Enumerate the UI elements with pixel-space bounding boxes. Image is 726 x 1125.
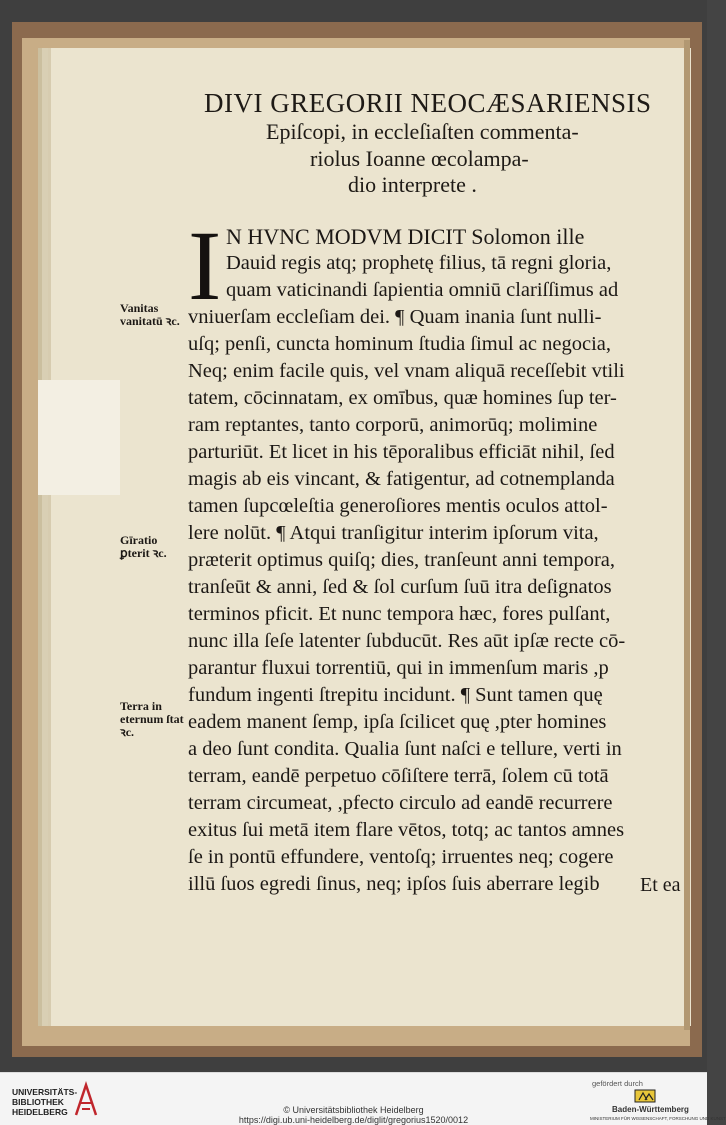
text-line: tranſeūt & anni, ſed & ſol curſum ſuū itra deſignatos (188, 576, 612, 598)
text-line: quam vaticinandi ſapientia omniū clariſſimus ad (226, 279, 619, 301)
text-line: illū ſuos egredi ſinus, neq; ipſos ſuis aberrare legib (188, 873, 600, 895)
text-line: magis ab eis vincant, & fatigentur, ad cotnemplanda (188, 468, 615, 490)
viewer-footer (0, 1072, 726, 1125)
text-line: exitus ſui metā item flare vētos, totq; ac tantos amnes (188, 819, 625, 841)
text-line: Dauid regis atq; prophetę filius, tā regni gloria, (226, 252, 612, 274)
funder-name: Baden-Württemberg (612, 1105, 689, 1114)
page-edge (684, 40, 690, 1030)
text-line: tatem, cōcinnatam, ex omībus, quæ homines ſup ter- (188, 387, 617, 409)
permalink[interactable]: https://digi.ub.uni-heidelberg.de/diglit/gregorius1520/0012 (238, 1115, 469, 1125)
logo-line: BIBLIOTHEK (12, 1097, 64, 1107)
text-line: tamen ſupcœleſtia generoſiores mentis oculos attol- (188, 495, 608, 517)
state-crest-icon (633, 1088, 657, 1104)
logo-line: HEIDELBERG (12, 1107, 68, 1117)
text-line: præterit optimus quiſq; dies, tranſeunt anni tempora, (188, 549, 616, 571)
catchword: Et ea (640, 874, 681, 896)
title-line-4: dio interprete . (348, 172, 477, 197)
marginal-note: Terra in eternum ſtat ꝛc. (120, 699, 184, 739)
text-line: ſe in pontū effundere, ventoſq; irruentes neq; cogere (188, 846, 614, 868)
title-line-3: riolus Ioanne œcolampa- (310, 146, 529, 171)
drop-capital: I (188, 210, 222, 321)
marginal-note: Gīratio ꝑterit ꝛc. (120, 533, 167, 560)
title-line-1: DIVI GREGORII NEOCÆSARIENSIS (204, 88, 652, 118)
text-line: ram reptantes, tanto corporū, animorūq; molimine (188, 414, 598, 436)
logo-line: UNIVERSITÄTS- (12, 1087, 78, 1097)
text-line: parantur fluxui torrentiū, qui in immenſum maris ,p (188, 657, 609, 679)
text-line: vniuerſam eccleſiam dei. ¶ Quam inania ſunt nulli- (188, 306, 602, 328)
text-line: parturiūt. Et licet in his tēporalibus efficiāt nihil, ſed (188, 441, 615, 463)
text-line: terram, eandē perpetuo cōſiſtere terrā, ſolem cū totā (188, 765, 609, 787)
funded-by-label: gefördert durch (592, 1079, 643, 1088)
paper-strip (38, 380, 120, 495)
text-line: terminos pficit. Et nunc tempora hæc, fores pulſant, (188, 603, 611, 625)
text-line: uſq; penſi, cuncta hominum ſtudia ſimul ac negocia, (188, 333, 611, 355)
title-line-2: Epiſcopi, in eccleſiaſten commenta- (266, 119, 579, 144)
funder-ministry: MINISTERIUM FÜR WISSENSCHAFT, FORSCHUNG UND KUNST (590, 1116, 726, 1121)
text-line: eadem manent ſemp, ipſa ſcilicet quę ,pter homines (188, 711, 607, 733)
copyright-notice (0, 1105, 707, 1125)
copyright-text: © Universitätsbibliothek Heidelberg (283, 1105, 424, 1115)
text-line: fundum ingenti ſtrepitu incidunt. ¶ Sunt tamen quę (188, 684, 603, 706)
text-line: terram circumeat, ,pfecto circulo ad eandē recurrere (188, 792, 613, 814)
text-line: nunc illa ſeſe latenter ſubducūt. Res aūt ipſæ recte cō- (188, 630, 626, 652)
text-line: N HVNC MODVM DICIT Solomon ille (226, 224, 585, 249)
text-line: a deo ſunt condita. Qualia ſunt naſci e tellure, verti in (188, 738, 622, 760)
marginal-note: Vanitas vanitatū ꝛc. (120, 301, 180, 328)
text-line: Neq; enim facile quis, vel vnam aliquā receſſebit vtili (188, 360, 625, 382)
text-line: lere nolūt. ¶ Atqui tranſigitur interim ipſorum vita, (188, 522, 599, 544)
